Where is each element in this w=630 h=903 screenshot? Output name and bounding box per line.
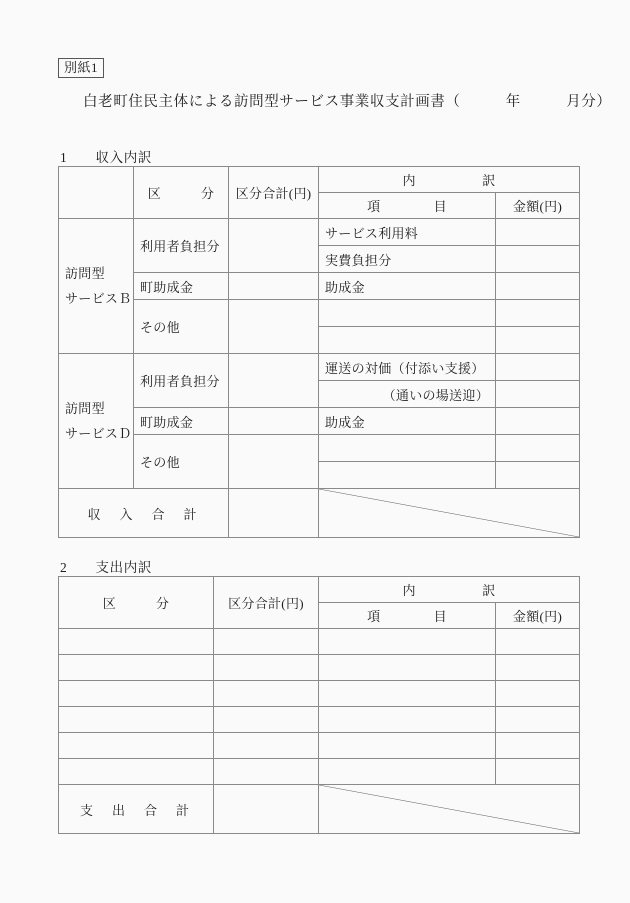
amount-cell[interactable] [496,219,580,246]
table-row [59,759,580,785]
amount-cell[interactable] [496,381,580,408]
service-label-d-line1: 訪問型 [65,401,105,416]
category-total-cell[interactable] [214,655,319,681]
item-cell[interactable] [319,707,496,733]
item-cell[interactable] [319,300,496,327]
category-cell[interactable]: その他 [134,300,229,354]
table-row [59,408,580,435]
category-total-cell[interactable] [229,354,319,408]
service-label-d-line2: サービスＤ [65,426,132,441]
amount-cell[interactable] [496,354,580,381]
category-total-cell[interactable] [214,681,319,707]
expense-total-struck-cell [319,785,580,834]
table-row [59,273,580,300]
header-category: 区 分 [134,167,229,219]
category-total-cell[interactable] [214,733,319,759]
category-total-cell[interactable] [214,707,319,733]
category-cell[interactable] [59,733,214,759]
amount-cell[interactable] [496,462,580,489]
expense-total-row [59,785,580,834]
header-amount: 金額(円) [496,603,580,629]
item-cell[interactable]: 助成金 [319,273,496,300]
item-cell[interactable] [319,327,496,354]
category-cell[interactable]: 利用者負担分 [134,354,229,408]
category-cell[interactable]: その他 [134,435,229,489]
header-category: 区 分 [59,577,214,629]
table-row [59,435,580,462]
category-cell[interactable] [59,655,214,681]
category-total-cell[interactable] [229,219,319,273]
item-cell[interactable]: 運送の対価（付添い支援） [319,354,496,381]
category-total-cell[interactable] [229,300,319,354]
category-total-cell[interactable] [229,273,319,300]
table-row [59,733,580,759]
table-row [59,219,580,246]
amount-cell[interactable] [496,273,580,300]
amount-cell[interactable] [496,300,580,327]
amount-cell[interactable] [496,408,580,435]
service-label-b-line2: サービスＢ [65,291,132,306]
amount-cell[interactable] [496,681,580,707]
header-item: 項 目 [319,193,496,219]
amount-cell[interactable] [496,435,580,462]
item-cell[interactable] [319,759,496,785]
diagonal-strike-icon [319,785,579,833]
income-total-struck-cell [319,489,580,538]
table-row [59,354,580,381]
header-item: 項 目 [319,603,496,629]
expense-total-label: 支 出 合 計 [59,785,214,834]
amount-cell[interactable] [496,327,580,354]
item-cell[interactable]: （通いの場送迎） [319,381,496,408]
table-row [59,629,580,655]
expense-total-value[interactable] [214,785,319,834]
header-category-total: 区分合計(円) [214,577,319,629]
category-cell[interactable] [59,629,214,655]
category-cell[interactable] [59,707,214,733]
item-cell[interactable]: 助成金 [319,408,496,435]
item-cell[interactable]: 実費負担分 [319,246,496,273]
diagonal-strike-icon [319,489,579,537]
table-row [59,655,580,681]
category-cell[interactable]: 町助成金 [134,408,229,435]
amount-cell[interactable] [496,733,580,759]
section-heading-income: 1 収入内訳 [60,150,152,165]
table-row [59,681,580,707]
category-cell[interactable]: 町助成金 [134,273,229,300]
income-total-row [59,489,580,538]
income-table [58,166,580,538]
item-cell[interactable]: サービス利用料 [319,219,496,246]
item-cell[interactable] [319,655,496,681]
category-total-cell[interactable] [214,629,319,655]
category-total-cell[interactable] [229,408,319,435]
amount-cell[interactable] [496,629,580,655]
item-cell[interactable] [319,435,496,462]
item-cell[interactable] [319,733,496,759]
item-cell[interactable] [319,629,496,655]
amount-cell[interactable] [496,707,580,733]
table-row [59,707,580,733]
header-amount: 金額(円) [496,193,580,219]
income-total-label: 収 入 合 計 [59,489,229,538]
attachment-tag: 別紙1 [58,58,104,78]
amount-cell[interactable] [496,655,580,681]
category-cell[interactable]: 利用者負担分 [134,219,229,273]
category-total-cell[interactable] [214,759,319,785]
table-header-row [59,167,580,193]
table-row [59,300,580,327]
header-category-total: 区分合計(円) [229,167,319,219]
category-total-cell[interactable] [229,435,319,489]
category-cell[interactable] [59,681,214,707]
header-blank [59,167,134,219]
item-cell[interactable] [319,462,496,489]
item-cell[interactable] [319,681,496,707]
service-label-b [59,219,134,354]
section-heading-expense: 2 支出内訳 [60,560,152,575]
service-label-b-line1: 訪問型 [65,266,105,281]
amount-cell[interactable] [496,759,580,785]
header-breakdown: 内 訳 [319,167,580,193]
amount-cell[interactable] [496,246,580,273]
service-label-d [59,354,134,489]
table-header-row [59,577,580,603]
header-breakdown: 内 訳 [319,577,580,603]
document-title: 白老町住民主体による訪問型サービス事業収支計画書（ 年 月分） [83,94,612,110]
category-cell[interactable] [59,759,214,785]
income-total-value[interactable] [229,489,319,538]
expense-table [58,576,580,834]
